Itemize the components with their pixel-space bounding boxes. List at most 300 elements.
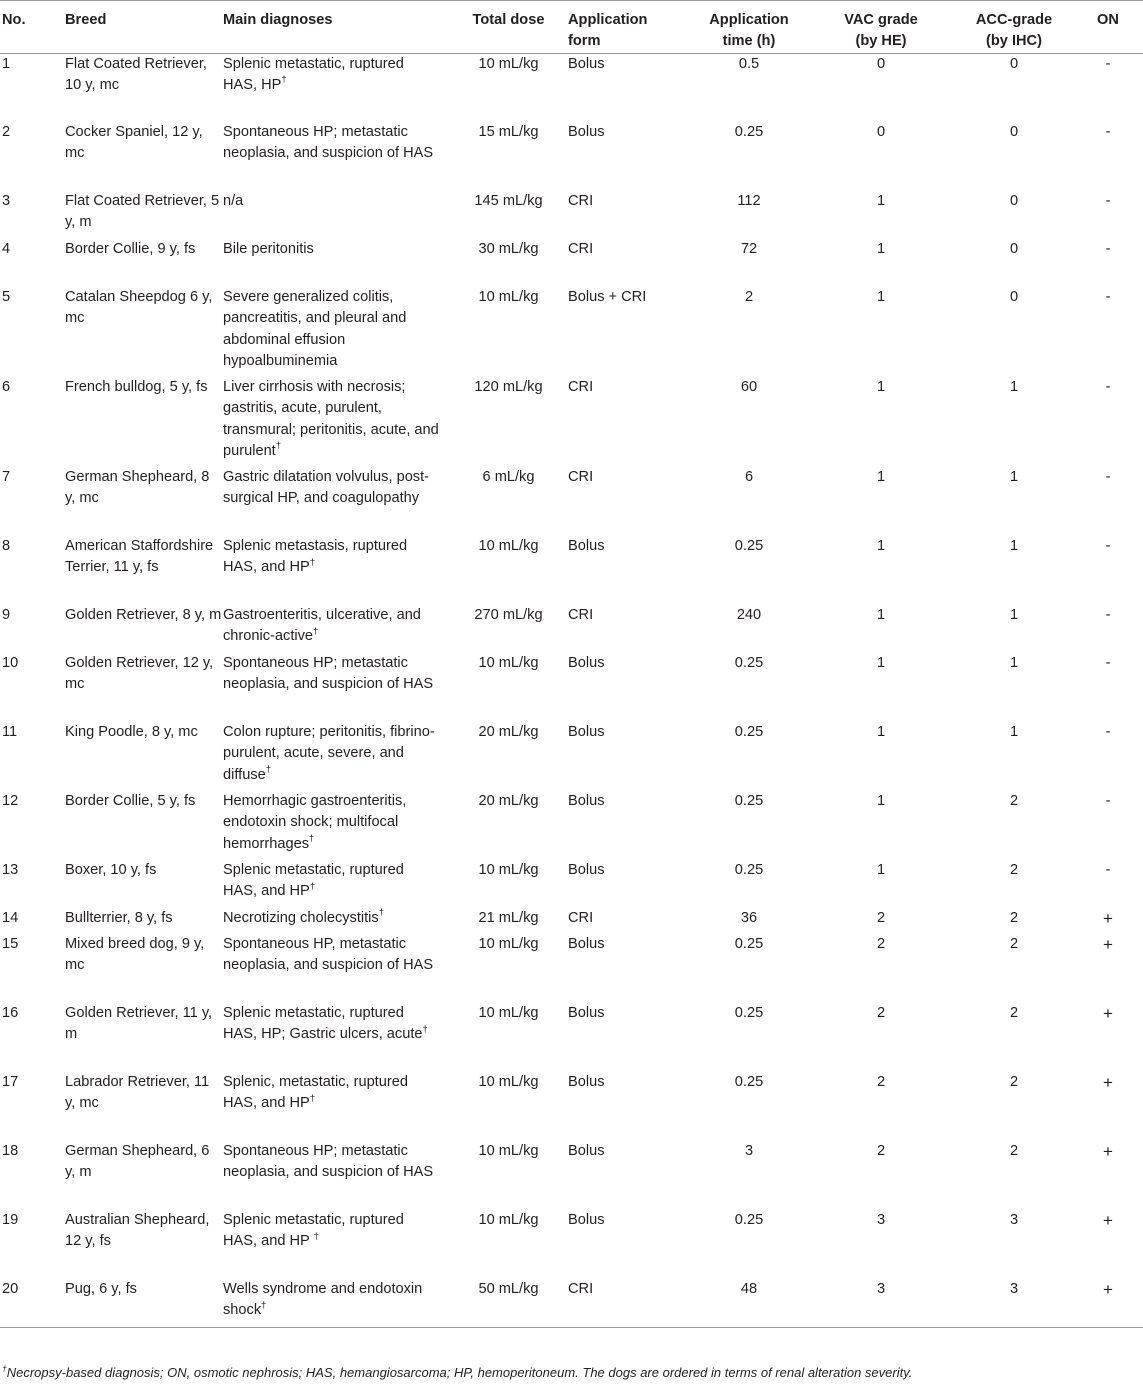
cell-vac-grade-text: 2 <box>876 1143 886 1160</box>
cell-vac-grade-text: 0 <box>876 55 886 72</box>
cell-total-dose-text: 15 mL/kg <box>478 124 539 141</box>
cell-diagnoses <box>223 791 449 860</box>
cell-total-dose-text: 10 mL/kg <box>478 289 539 306</box>
cell-vac-grade <box>813 1003 949 1072</box>
table-row <box>0 53 1143 122</box>
cell-breed-text: German Shepheard, 6 y, m <box>65 1143 210 1181</box>
cell-no <box>0 53 65 122</box>
cell-no-text: 13 <box>2 862 19 879</box>
cell-application-form <box>568 860 685 908</box>
cell-breed-text: Boxer, 10 y, fs <box>65 862 157 879</box>
cell-application-time-text: 0.25 <box>734 1074 764 1091</box>
cell-application-form <box>568 122 685 191</box>
cell-no-text: 12 <box>2 793 19 810</box>
cell-total-dose-text: 10 mL/kg <box>478 936 539 953</box>
cell-application-time <box>685 122 813 191</box>
header-vac-line1: VAC grade <box>844 12 918 28</box>
cell-application-form <box>568 722 685 791</box>
cell-application-time-text: 0.25 <box>734 538 764 555</box>
dagger-mark: † <box>313 625 319 637</box>
cell-diagnoses-text: Spontaneous HP; metastatic neoplasia, and suspicion of HAS <box>223 124 434 162</box>
cell-acc-grade <box>949 605 1079 653</box>
cell-application-form <box>568 536 685 605</box>
cell-on-text: + <box>1103 935 1113 955</box>
header-breed: Breed <box>65 1 223 54</box>
cell-on <box>1079 653 1143 722</box>
cell-total-dose-text: 10 mL/kg <box>478 55 539 72</box>
cell-breed-text: Flat Coated Retriever, 5 y, m <box>65 193 220 231</box>
cell-application-form <box>568 1072 685 1141</box>
cell-no <box>0 791 65 860</box>
cell-on <box>1079 1279 1143 1327</box>
cell-vac-grade <box>813 934 949 1003</box>
cell-acc-grade-text: 1 <box>1009 469 1019 486</box>
cell-acc-grade <box>949 239 1079 287</box>
cell-acc-grade-text: 3 <box>1009 1212 1019 1229</box>
cell-diagnoses-text: Splenic metastatic, ruptured HAS, and HP <box>223 862 404 900</box>
cell-no <box>0 467 65 536</box>
cell-application-form-text: Bolus <box>568 862 605 879</box>
cell-on <box>1079 1072 1143 1141</box>
cell-diagnoses-text: Spontaneous HP; metastatic neoplasia, and suspicion of HAS <box>223 655 434 693</box>
cell-application-time <box>685 605 813 653</box>
cell-acc-grade <box>949 53 1079 122</box>
cell-diagnoses <box>223 1003 449 1072</box>
cell-breed-text: Golden Retriever, 8 y, m <box>65 607 222 624</box>
cell-breed <box>65 191 223 239</box>
cell-breed <box>65 287 223 377</box>
cell-vac-grade <box>813 791 949 860</box>
cell-no-text: 5 <box>2 289 11 306</box>
cell-no-text: 9 <box>2 607 11 624</box>
table-row <box>0 1279 1143 1327</box>
cell-on <box>1079 122 1143 191</box>
cell-on-text: + <box>1103 1004 1113 1024</box>
cell-on <box>1079 908 1143 934</box>
cell-total-dose-text: 50 mL/kg <box>478 1281 539 1298</box>
cell-total-dose <box>449 653 568 722</box>
cell-no <box>0 239 65 287</box>
cell-vac-grade-text: 1 <box>876 289 886 306</box>
cell-no-text: 19 <box>2 1212 19 1229</box>
table-row <box>0 1072 1143 1141</box>
cell-application-form-text: CRI <box>568 241 594 258</box>
cell-vac-grade <box>813 605 949 653</box>
table-row <box>0 287 1143 377</box>
cell-diagnoses-text: Spontaneous HP, metastatic neoplasia, and suspicion of HAS <box>223 936 434 974</box>
cell-no <box>0 1072 65 1141</box>
cell-on-text: + <box>1103 1073 1113 1093</box>
cell-vac-grade-text: 1 <box>876 724 886 741</box>
cell-application-time-text: 0.25 <box>734 1212 764 1229</box>
cell-application-form <box>568 467 685 536</box>
cell-diagnoses-text: Splenic, metastatic, ruptured HAS, and HP <box>223 1074 408 1112</box>
cell-acc-grade <box>949 1210 1079 1279</box>
cell-total-dose <box>449 1210 568 1279</box>
table-row <box>0 536 1143 605</box>
table-row <box>0 239 1143 287</box>
cell-on <box>1079 287 1143 377</box>
cell-acc-grade-text: 0 <box>1009 55 1019 72</box>
cell-vac-grade-text: 1 <box>876 607 886 624</box>
cell-breed <box>65 653 223 722</box>
cell-diagnoses <box>223 239 449 287</box>
cell-application-form <box>568 791 685 860</box>
cell-no-text: 2 <box>2 124 11 141</box>
cell-breed <box>65 934 223 1003</box>
cell-total-dose <box>449 122 568 191</box>
footnote <box>2 1364 912 1382</box>
cell-on <box>1079 791 1143 860</box>
cell-application-time <box>685 791 813 860</box>
cell-acc-grade <box>949 377 1079 467</box>
cell-vac-grade-text: 1 <box>876 655 886 672</box>
cell-vac-grade <box>813 653 949 722</box>
cell-application-time-text: 0.25 <box>734 124 764 141</box>
cell-total-dose <box>449 1003 568 1072</box>
cell-vac-grade <box>813 1072 949 1141</box>
cell-diagnoses-text: Colon rupture; peritonitis, fibrino-purulent, acute, severe, and diffuse <box>223 724 435 783</box>
table-row <box>0 722 1143 791</box>
cell-application-form-text: Bolus <box>568 124 605 141</box>
cell-diagnoses-text: Wells syndrome and endotoxin shock <box>223 1281 423 1319</box>
cell-vac-grade-text: 2 <box>876 936 886 953</box>
cell-acc-grade-text: 2 <box>1009 793 1019 810</box>
header-on: ON <box>1079 1 1143 54</box>
cell-total-dose <box>449 908 568 934</box>
cell-on-text: - <box>1105 55 1111 72</box>
cell-diagnoses <box>223 467 449 536</box>
cell-no <box>0 722 65 791</box>
header-no: No. <box>0 1 65 54</box>
cell-on <box>1079 239 1143 287</box>
cell-application-time <box>685 860 813 908</box>
header-acc-line2: (by IHC) <box>986 33 1042 50</box>
header-time-line1: Application <box>709 12 789 28</box>
cell-acc-grade-text: 2 <box>1009 936 1019 953</box>
header-form-line1: Application <box>568 12 648 28</box>
cell-application-time-text: 6 <box>744 469 754 486</box>
cell-application-form-text: Bolus <box>568 936 605 953</box>
cell-breed <box>65 467 223 536</box>
cell-on <box>1079 722 1143 791</box>
cell-breed-text: Cocker Spaniel, 12 y, mc <box>65 124 203 162</box>
cell-no-text: 11 <box>2 724 18 741</box>
cell-acc-grade <box>949 287 1079 377</box>
cell-on <box>1079 1141 1143 1210</box>
cell-on <box>1079 467 1143 536</box>
cell-total-dose <box>449 934 568 1003</box>
cell-breed-text: Border Collie, 5 y, fs <box>65 793 196 810</box>
cell-acc-grade <box>949 791 1079 860</box>
cell-vac-grade <box>813 467 949 536</box>
cell-diagnoses-text: Gastroenteritis, ulcerative, and chronic-active <box>223 607 421 645</box>
cell-acc-grade-text: 1 <box>1009 607 1019 624</box>
cell-on-text: - <box>1105 241 1111 258</box>
cell-no <box>0 122 65 191</box>
cell-acc-grade <box>949 908 1079 934</box>
cell-no <box>0 191 65 239</box>
cell-application-time-text: 0.25 <box>734 936 764 953</box>
cell-on <box>1079 605 1143 653</box>
cell-breed <box>65 239 223 287</box>
cell-application-form <box>568 653 685 722</box>
cell-breed-text: German Shepheard, 8 y, mc <box>65 469 210 507</box>
cell-application-form-text: Bolus <box>568 1143 605 1160</box>
cell-acc-grade-text: 1 <box>1009 538 1019 555</box>
table-row <box>0 122 1143 191</box>
cell-on-text: - <box>1105 655 1111 672</box>
header-acc-line1: ACC-grade <box>975 12 1053 28</box>
cell-application-time <box>685 934 813 1003</box>
cell-breed <box>65 791 223 860</box>
cell-breed <box>65 1279 223 1327</box>
cell-vac-grade-text: 2 <box>876 1005 886 1022</box>
cell-on-text: + <box>1103 1211 1113 1231</box>
table-row <box>0 377 1143 467</box>
cell-breed <box>65 536 223 605</box>
footnote-text: Necropsy-based diagnosis; ON, osmotic nephrosis; HAS, hemangiosarcoma; HP, hemoperitoneum. The dogs are ordered in terms of renal alteration severity. <box>6 1365 913 1380</box>
cell-no <box>0 377 65 467</box>
cell-no <box>0 1003 65 1072</box>
cell-on-text: - <box>1105 607 1111 624</box>
cell-no <box>0 605 65 653</box>
cell-vac-grade-text: 2 <box>876 910 886 927</box>
header-row <box>0 1 1143 54</box>
cell-diagnoses-text: Splenic metastatic, ruptured HAS, HP; Gastric ulcers, acute <box>223 1005 423 1043</box>
cell-on-text: - <box>1105 538 1111 555</box>
cell-vac-grade-text: 1 <box>876 379 886 396</box>
header-application-form <box>568 1 685 54</box>
cell-application-time-text: 60 <box>740 379 758 396</box>
cell-acc-grade <box>949 1141 1079 1210</box>
cell-application-time <box>685 653 813 722</box>
cell-application-time-text: 48 <box>740 1281 758 1298</box>
cell-on <box>1079 1003 1143 1072</box>
cell-breed-text: Flat Coated Retriever, 10 y, mc <box>65 55 207 93</box>
cell-no <box>0 860 65 908</box>
table-row <box>0 1003 1143 1072</box>
cell-total-dose <box>449 1141 568 1210</box>
cell-application-time <box>685 1141 813 1210</box>
header-acc-grade <box>949 1 1079 54</box>
cell-vac-grade-text: 2 <box>876 1074 886 1091</box>
cell-vac-grade <box>813 908 949 934</box>
table-row <box>0 1210 1143 1279</box>
cell-acc-grade-text: 2 <box>1009 1074 1019 1091</box>
cell-total-dose-text: 10 mL/kg <box>478 1143 539 1160</box>
cell-application-form-text: CRI <box>568 910 594 927</box>
cell-breed-text: Bullterrier, 8 y, fs <box>65 910 173 927</box>
cell-vac-grade <box>813 860 949 908</box>
cell-application-time-text: 0.5 <box>738 55 760 72</box>
cell-acc-grade <box>949 860 1079 908</box>
cell-total-dose <box>449 536 568 605</box>
cell-diagnoses-text: Spontaneous HP; metastatic neoplasia, and suspicion of HAS <box>223 1143 434 1181</box>
cell-breed <box>65 605 223 653</box>
cell-application-form-text: CRI <box>568 469 594 486</box>
cell-application-form-text: CRI <box>568 607 594 624</box>
cell-on-text: - <box>1105 289 1111 306</box>
cell-diagnoses-text: Necrotizing cholecystitis <box>223 910 379 927</box>
header-application-time <box>685 1 813 54</box>
cell-vac-grade <box>813 1279 949 1327</box>
cell-breed-text: Australian Shepheard, 12 y, fs <box>65 1212 210 1250</box>
cell-on <box>1079 536 1143 605</box>
dagger-mark: † <box>309 556 316 568</box>
cell-no-text: 14 <box>2 910 19 927</box>
cell-vac-grade-text: 3 <box>876 1281 886 1298</box>
cell-application-form <box>568 1003 685 1072</box>
cell-diagnoses <box>223 860 449 908</box>
cell-breed <box>65 377 223 467</box>
dagger-mark: † <box>265 763 272 775</box>
cell-breed <box>65 908 223 934</box>
cell-diagnoses <box>223 122 449 191</box>
cell-no <box>0 1210 65 1279</box>
cell-application-form <box>568 191 685 239</box>
cell-breed-text: French bulldog, 5 y, fs <box>65 379 208 396</box>
cell-no <box>0 653 65 722</box>
cell-total-dose-text: 6 mL/kg <box>482 469 535 486</box>
cell-total-dose <box>449 377 568 467</box>
cell-application-form <box>568 1141 685 1210</box>
cell-application-form-text: Bolus <box>568 724 605 741</box>
cell-application-time-text: 72 <box>740 241 758 258</box>
cell-breed-text: Mixed breed dog, 9 y, mc <box>65 936 205 974</box>
cell-diagnoses <box>223 53 449 122</box>
cell-application-form-text: CRI <box>568 379 594 396</box>
cell-no-text: 16 <box>2 1005 19 1022</box>
cell-breed-text: Border Collie, 9 y, fs <box>65 241 196 258</box>
cell-application-form-text: Bolus + CRI <box>568 289 647 306</box>
cell-no-text: 20 <box>2 1281 19 1298</box>
cell-on-text: - <box>1105 469 1111 486</box>
cell-acc-grade-text: 2 <box>1009 1143 1019 1160</box>
cell-application-time <box>685 191 813 239</box>
cell-acc-grade <box>949 191 1079 239</box>
table-body <box>0 53 1143 1327</box>
cell-total-dose <box>449 239 568 287</box>
table-row <box>0 860 1143 908</box>
cell-breed-text: King Poodle, 8 y, mc <box>65 724 198 741</box>
cell-no-text: 8 <box>2 538 11 555</box>
cell-no <box>0 908 65 934</box>
cell-breed <box>65 1072 223 1141</box>
cell-breed <box>65 860 223 908</box>
cell-application-form <box>568 377 685 467</box>
cell-application-form-text: Bolus <box>568 793 605 810</box>
dagger-mark: † <box>309 880 316 892</box>
cell-vac-grade <box>813 377 949 467</box>
cell-diagnoses-text: Bile peritonitis <box>223 241 314 258</box>
cell-no <box>0 536 65 605</box>
cell-diagnoses-text: Liver cirrhosis with necrosis; gastritis, acute, purulent, transmural; peritonitis, acute, and purulent <box>223 379 439 459</box>
cell-on-text: - <box>1105 724 1111 741</box>
cell-application-time <box>685 239 813 287</box>
cell-vac-grade <box>813 1141 949 1210</box>
cell-acc-grade-text: 0 <box>1009 289 1019 306</box>
cell-application-form <box>568 287 685 377</box>
cell-vac-grade <box>813 287 949 377</box>
cell-vac-grade <box>813 722 949 791</box>
cell-total-dose-text: 10 mL/kg <box>478 538 539 555</box>
footnote-dagger: † <box>2 1363 7 1374</box>
cell-application-time-text: 36 <box>740 910 758 927</box>
cell-diagnoses-text: Gastric dilatation volvulus, post-surgical HP, and coagulopathy <box>223 469 430 507</box>
cell-application-form <box>568 605 685 653</box>
cell-on-text: - <box>1105 193 1111 210</box>
cell-vac-grade <box>813 536 949 605</box>
cell-total-dose-text: 145 mL/kg <box>474 193 543 210</box>
cell-breed-text: American Staffordshire Terrier, 11 y, fs <box>65 538 214 576</box>
cell-total-dose <box>449 191 568 239</box>
table-row <box>0 605 1143 653</box>
cell-acc-grade <box>949 1279 1079 1327</box>
cell-application-time <box>685 1003 813 1072</box>
cell-acc-grade-text: 1 <box>1009 655 1019 672</box>
cell-vac-grade-text: 1 <box>876 241 886 258</box>
cell-no-text: 7 <box>2 469 11 486</box>
cell-total-dose-text: 10 mL/kg <box>478 1212 539 1229</box>
cell-vac-grade-text: 1 <box>876 862 886 879</box>
cell-acc-grade-text: 1 <box>1009 379 1019 396</box>
cell-no <box>0 934 65 1003</box>
cell-application-form-text: Bolus <box>568 538 605 555</box>
cell-application-form-text: Bolus <box>568 1005 605 1022</box>
cell-diagnoses <box>223 1210 449 1279</box>
cell-acc-grade-text: 0 <box>1009 241 1019 258</box>
cell-acc-grade <box>949 722 1079 791</box>
dagger-mark: † <box>309 832 315 844</box>
cell-application-form <box>568 1279 685 1327</box>
cell-breed <box>65 1003 223 1072</box>
cell-no-text: 4 <box>2 241 11 258</box>
cell-total-dose <box>449 860 568 908</box>
cell-total-dose-text: 21 mL/kg <box>478 910 539 927</box>
cell-vac-grade-text: 1 <box>876 193 886 210</box>
cell-no-text: 18 <box>2 1143 19 1160</box>
cell-diagnoses <box>223 377 449 467</box>
cell-application-form <box>568 239 685 287</box>
cell-total-dose-text: 20 mL/kg <box>478 793 539 810</box>
cell-no-text: 17 <box>2 1074 19 1091</box>
dagger-mark: † <box>281 74 287 86</box>
cell-no-text: 10 <box>2 655 19 672</box>
table-row <box>0 653 1143 722</box>
cell-application-time <box>685 467 813 536</box>
cell-vac-grade-text: 0 <box>876 124 886 141</box>
cell-breed-text: Golden Retriever, 11 y, m <box>65 1005 213 1043</box>
cell-acc-grade <box>949 122 1079 191</box>
cell-total-dose <box>449 1072 568 1141</box>
cell-total-dose-text: 270 mL/kg <box>474 607 543 624</box>
cell-vac-grade <box>813 1210 949 1279</box>
cell-on-text: + <box>1103 909 1113 929</box>
cell-diagnoses <box>223 287 449 377</box>
cell-vac-grade-text: 1 <box>876 538 886 555</box>
cell-breed-text: Catalan Sheepdog 6 y, mc <box>65 289 213 327</box>
cell-application-time-text: 0.25 <box>734 862 764 879</box>
cell-diagnoses <box>223 653 449 722</box>
table-row <box>0 908 1143 934</box>
cell-application-time <box>685 53 813 122</box>
cell-vac-grade <box>813 239 949 287</box>
cell-breed <box>65 53 223 122</box>
cell-application-time <box>685 1210 813 1279</box>
cell-on-text: - <box>1105 379 1111 396</box>
table-row <box>0 191 1143 239</box>
